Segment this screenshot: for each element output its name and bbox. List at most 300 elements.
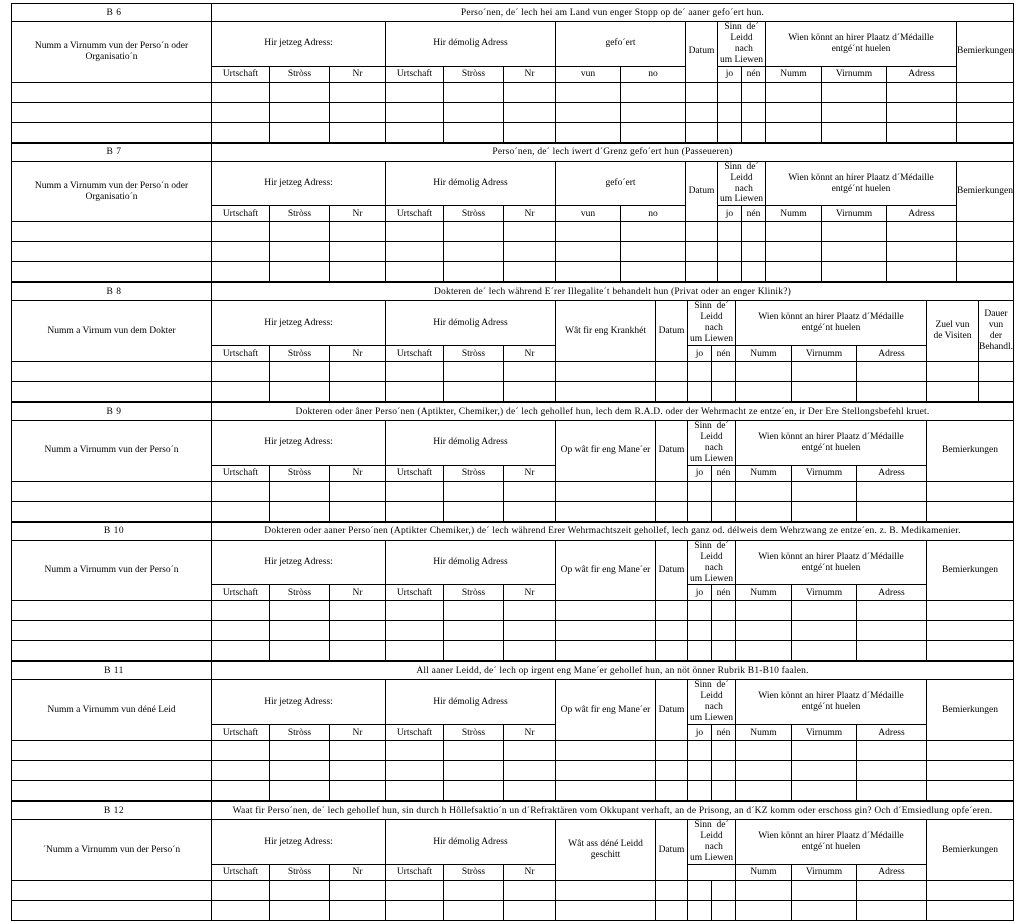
table-row[interactable] [12,641,1014,661]
cell[interactable] [12,262,212,282]
cell[interactable] [556,222,621,242]
cell[interactable] [386,102,444,122]
cell[interactable] [792,761,857,781]
cell[interactable] [792,900,857,920]
cell[interactable] [857,382,927,402]
table-row[interactable] [12,621,1014,641]
cell[interactable] [504,761,556,781]
cell[interactable] [766,242,822,262]
cell[interactable] [927,900,1014,920]
cell[interactable] [712,382,736,402]
cell[interactable] [444,501,504,521]
cell[interactable] [330,362,386,382]
cell[interactable] [556,82,621,102]
table-row[interactable] [12,601,1014,621]
cell[interactable] [444,621,504,641]
cell[interactable] [386,621,444,641]
cell[interactable] [736,900,792,920]
table-row[interactable] [12,900,1014,920]
cell[interactable] [792,382,857,402]
cell[interactable] [556,601,656,621]
cell[interactable] [656,741,688,761]
cell[interactable] [887,102,957,122]
cell[interactable] [444,481,504,501]
cell[interactable] [712,601,736,621]
cell[interactable] [556,102,621,122]
cell[interactable] [712,362,736,382]
cell[interactable] [718,102,742,122]
cell[interactable] [766,102,822,122]
cell[interactable] [504,601,556,621]
cell[interactable] [857,621,927,641]
cell[interactable] [927,621,1014,641]
table-row[interactable] [12,382,1014,402]
cell[interactable] [792,362,857,382]
table-row[interactable] [12,262,1014,282]
cell[interactable] [688,382,712,402]
cell[interactable] [736,641,792,661]
table-row[interactable] [12,122,1014,142]
cell[interactable] [556,382,656,402]
cell[interactable] [504,621,556,641]
cell[interactable] [857,741,927,761]
cell[interactable] [12,641,212,661]
cell[interactable] [270,761,330,781]
cell[interactable] [742,222,766,242]
cell[interactable] [556,621,656,641]
cell[interactable] [656,481,688,501]
cell[interactable] [621,102,686,122]
cell[interactable] [556,362,656,382]
cell[interactable] [736,501,792,521]
cell[interactable] [556,761,656,781]
cell[interactable] [718,262,742,282]
cell[interactable] [270,880,330,900]
cell[interactable] [444,741,504,761]
cell[interactable] [927,641,1014,661]
col-current-address-b7: Hir jetzeg Adress: [212,161,386,206]
table-row[interactable] [12,102,1014,122]
cell[interactable] [822,102,887,122]
cell[interactable] [766,82,822,102]
cell[interactable] [792,641,857,661]
cell[interactable] [736,761,792,781]
cell[interactable] [742,102,766,122]
cell[interactable] [444,601,504,621]
cell[interactable] [766,222,822,242]
cell[interactable] [887,82,957,102]
cell[interactable] [686,82,718,102]
cell[interactable] [212,242,270,262]
cell[interactable] [12,481,212,501]
cell[interactable] [556,242,621,262]
cell[interactable] [686,262,718,282]
cell[interactable] [621,222,686,242]
cell[interactable] [444,262,504,282]
cell[interactable] [857,900,927,920]
cell[interactable] [656,501,688,521]
cell[interactable] [330,601,386,621]
cell[interactable] [212,501,270,521]
cell[interactable] [822,222,887,242]
cell[interactable] [792,601,857,621]
cell[interactable] [656,900,688,920]
cell[interactable] [957,222,1014,242]
cell[interactable] [12,501,212,521]
sub-adress-b10: Adress [857,585,927,601]
cell[interactable] [688,501,712,521]
cell[interactable] [742,122,766,142]
cell[interactable] [742,82,766,102]
cell[interactable] [656,382,688,402]
cell[interactable] [504,382,556,402]
cell[interactable] [688,781,712,801]
cell[interactable] [887,242,957,262]
cell[interactable] [857,362,927,382]
cell[interactable] [444,362,504,382]
cell[interactable] [718,82,742,102]
cell[interactable] [927,741,1014,761]
cell[interactable] [386,781,444,801]
cell[interactable] [686,242,718,262]
cell[interactable] [270,481,330,501]
cell[interactable] [688,641,712,661]
cell[interactable] [504,641,556,661]
cell[interactable] [736,382,792,402]
cell[interactable] [270,621,330,641]
cell[interactable] [444,222,504,242]
cell[interactable] [712,900,736,920]
cell[interactable] [386,382,444,402]
cell[interactable] [330,741,386,761]
table-row[interactable] [12,362,1014,382]
sub-stross-b8-1: Stròss [270,346,330,362]
table-row[interactable] [12,242,1014,262]
cell[interactable] [979,382,1014,402]
cell[interactable] [556,641,656,661]
cell[interactable] [270,242,330,262]
cell[interactable] [386,880,444,900]
cell[interactable] [212,382,270,402]
cell[interactable] [270,781,330,801]
cell[interactable] [927,362,979,382]
cell[interactable] [822,82,887,102]
cell[interactable] [688,601,712,621]
cell[interactable] [386,362,444,382]
cell[interactable] [12,900,212,920]
cell[interactable] [386,262,444,282]
cell[interactable] [957,242,1014,262]
cell[interactable] [270,122,330,142]
cell[interactable] [556,741,656,761]
cell[interactable] [330,382,386,402]
cell[interactable] [212,262,270,282]
cell[interactable] [270,741,330,761]
cell[interactable] [444,880,504,900]
cell[interactable] [212,102,270,122]
cell[interactable] [957,262,1014,282]
cell[interactable] [712,481,736,501]
cell[interactable] [927,501,1014,521]
cell[interactable] [330,781,386,801]
cell[interactable] [688,880,712,900]
cell[interactable] [556,481,656,501]
cell[interactable] [212,900,270,920]
cell[interactable] [212,362,270,382]
cell[interactable] [504,781,556,801]
cell[interactable] [270,501,330,521]
cell[interactable] [857,481,927,501]
cell[interactable] [979,362,1014,382]
cell[interactable] [686,122,718,142]
cell[interactable] [212,481,270,501]
cell[interactable] [386,222,444,242]
cell[interactable] [621,122,686,142]
cell[interactable] [386,82,444,102]
cell[interactable] [504,222,556,242]
cell[interactable] [12,82,212,102]
cell[interactable] [857,601,927,621]
cell[interactable] [504,102,556,122]
cell[interactable] [718,242,742,262]
cell[interactable] [12,621,212,641]
cell[interactable] [386,741,444,761]
cell[interactable] [712,621,736,641]
cell[interactable] [330,880,386,900]
cell[interactable] [12,382,212,402]
cell[interactable] [12,601,212,621]
cell[interactable] [330,262,386,282]
cell[interactable] [857,781,927,801]
cell[interactable] [792,621,857,641]
table-row[interactable] [12,222,1014,242]
cell[interactable] [712,880,736,900]
cell[interactable] [270,222,330,242]
cell[interactable] [12,222,212,242]
cell[interactable] [742,262,766,282]
cell[interactable] [212,601,270,621]
cell[interactable] [957,102,1014,122]
cell[interactable] [504,242,556,262]
cell[interactable] [621,242,686,262]
cell[interactable] [927,601,1014,621]
table-row[interactable] [12,781,1014,801]
cell[interactable] [736,880,792,900]
cell[interactable] [927,781,1014,801]
cell[interactable] [330,82,386,102]
cell[interactable] [386,242,444,262]
cell[interactable] [270,601,330,621]
cell[interactable] [742,242,766,262]
cell[interactable] [712,741,736,761]
table-row[interactable] [12,741,1014,761]
cell[interactable] [927,761,1014,781]
cell[interactable] [686,222,718,242]
cell[interactable] [386,761,444,781]
cell[interactable] [270,102,330,122]
cell[interactable] [504,262,556,282]
cell[interactable] [330,481,386,501]
cell[interactable] [857,761,927,781]
cell[interactable] [792,501,857,521]
cell[interactable] [556,781,656,801]
cell[interactable] [688,362,712,382]
cell[interactable] [444,641,504,661]
cell[interactable] [504,122,556,142]
cell[interactable] [504,82,556,102]
cell[interactable] [957,122,1014,142]
cell[interactable] [12,122,212,142]
table-row[interactable] [12,501,1014,521]
cell[interactable] [712,641,736,661]
cell[interactable] [736,781,792,801]
cell[interactable] [556,501,656,521]
cell[interactable] [792,781,857,801]
cell[interactable] [504,880,556,900]
cell[interactable] [12,102,212,122]
cell[interactable] [736,362,792,382]
cell[interactable] [212,641,270,661]
cell[interactable] [857,880,927,900]
table-row[interactable] [12,481,1014,501]
cell[interactable] [504,481,556,501]
cell[interactable] [386,481,444,501]
table-row[interactable] [12,82,1014,102]
cell[interactable] [212,781,270,801]
cell[interactable] [556,262,621,282]
cell[interactable] [330,501,386,521]
cell[interactable] [656,880,688,900]
cell[interactable] [212,621,270,641]
cell[interactable] [270,362,330,382]
cell[interactable] [688,900,712,920]
cell[interactable] [330,222,386,242]
cell[interactable] [12,741,212,761]
cell[interactable] [792,880,857,900]
col-name-b10: Numm a Virnumm vun der Perso´n [12,540,212,601]
cell[interactable] [887,262,957,282]
cell[interactable] [270,262,330,282]
cell[interactable] [688,741,712,761]
cell[interactable] [792,741,857,761]
cell[interactable] [12,761,212,781]
cell[interactable] [822,262,887,282]
cell[interactable] [712,781,736,801]
cell[interactable] [330,900,386,920]
cell[interactable] [330,621,386,641]
cell[interactable] [270,82,330,102]
cell[interactable] [330,641,386,661]
cell[interactable] [556,122,621,142]
cell[interactable] [822,122,887,142]
cell[interactable] [504,501,556,521]
cell[interactable] [330,761,386,781]
cell[interactable] [621,82,686,102]
cell[interactable] [504,741,556,761]
cell[interactable] [386,122,444,142]
cell[interactable] [656,761,688,781]
cell[interactable] [686,102,718,122]
table-row[interactable] [12,880,1014,900]
cell[interactable] [736,601,792,621]
cell[interactable] [736,741,792,761]
cell[interactable] [688,761,712,781]
cell[interactable] [736,481,792,501]
cell[interactable] [556,900,656,920]
cell[interactable] [556,880,656,900]
cell[interactable] [386,641,444,661]
cell[interactable] [887,222,957,242]
cell[interactable] [270,900,330,920]
cell[interactable] [212,880,270,900]
cell[interactable] [212,82,270,102]
cell[interactable] [887,122,957,142]
cell[interactable] [444,242,504,262]
cell[interactable] [444,82,504,102]
cell[interactable] [656,781,688,801]
cell[interactable] [330,102,386,122]
cell[interactable] [212,741,270,761]
cell[interactable] [927,880,1014,900]
cell[interactable] [504,362,556,382]
cell[interactable] [857,641,927,661]
cell[interactable] [688,621,712,641]
cell[interactable] [12,781,212,801]
cell[interactable] [444,781,504,801]
cell[interactable] [270,382,330,402]
cell[interactable] [736,621,792,641]
cell[interactable] [927,481,1014,501]
cell[interactable] [766,262,822,282]
cell[interactable] [212,222,270,242]
cell[interactable] [718,122,742,142]
cell[interactable] [386,900,444,920]
cell[interactable] [444,900,504,920]
cell[interactable] [444,102,504,122]
cell[interactable] [444,761,504,781]
cell[interactable] [444,122,504,142]
cell[interactable] [386,501,444,521]
cell[interactable] [656,362,688,382]
cell[interactable] [444,382,504,402]
cell[interactable] [927,382,979,402]
cell[interactable] [330,122,386,142]
cell[interactable] [12,242,212,262]
cell[interactable] [212,761,270,781]
cell[interactable] [12,880,212,900]
cell[interactable] [656,641,688,661]
cell[interactable] [504,900,556,920]
cell[interactable] [656,621,688,641]
cell[interactable] [712,501,736,521]
cell[interactable] [822,242,887,262]
cell[interactable] [12,362,212,382]
cell[interactable] [656,601,688,621]
cell[interactable] [212,122,270,142]
cell[interactable] [270,641,330,661]
cell[interactable] [330,242,386,262]
cell[interactable] [386,601,444,621]
cell[interactable] [688,481,712,501]
cell[interactable] [712,761,736,781]
cell[interactable] [766,122,822,142]
cell[interactable] [718,222,742,242]
cell[interactable] [792,481,857,501]
table-row[interactable] [12,761,1014,781]
cell[interactable] [957,82,1014,102]
cell[interactable] [621,262,686,282]
cell[interactable] [857,501,927,521]
